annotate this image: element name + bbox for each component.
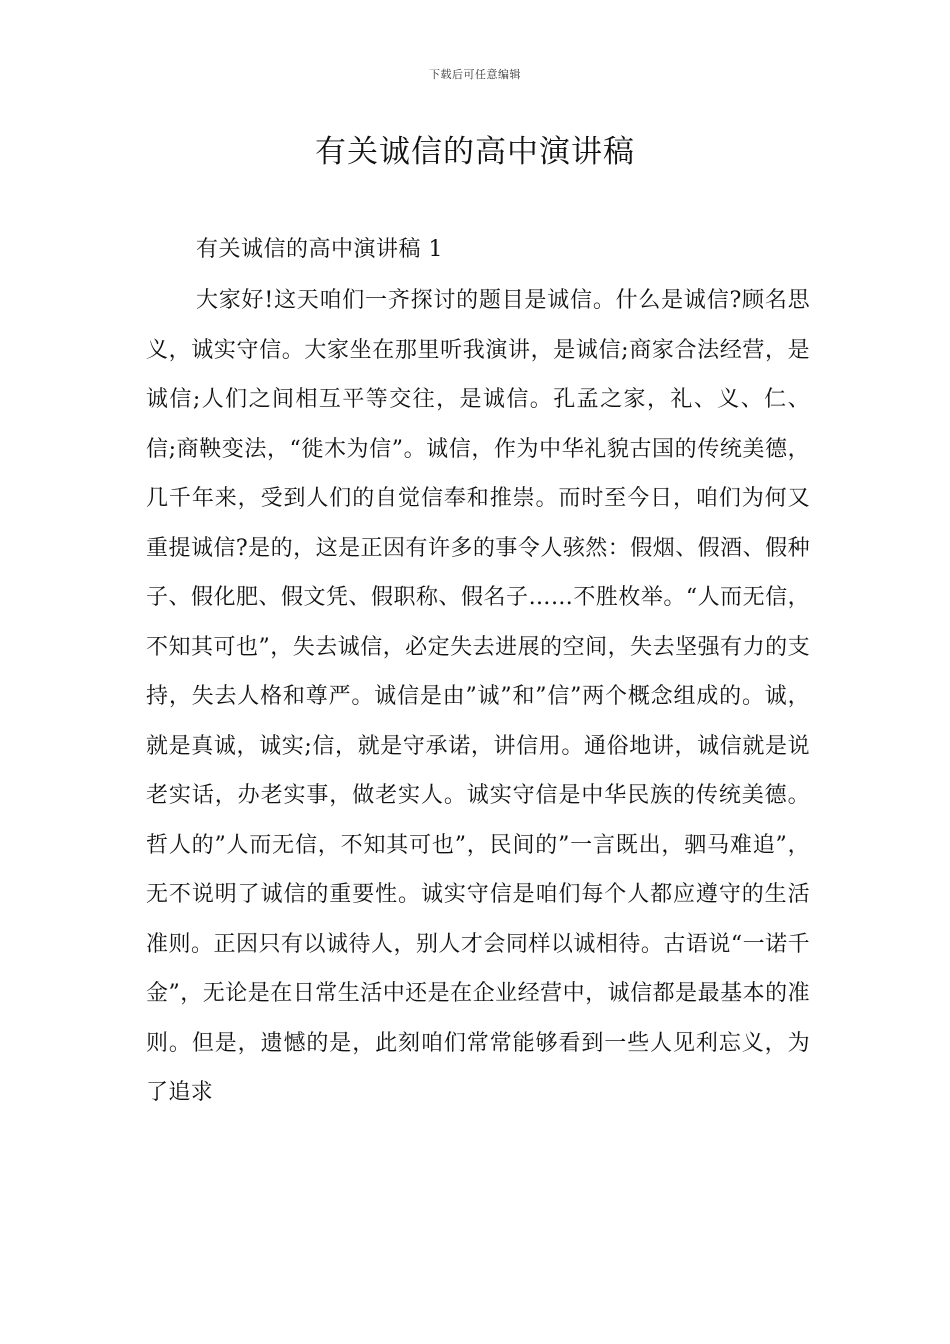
body-paragraph: 大家好!这天咱们一齐探讨的题目是诚信。什么是诚信?顾名思义，诚实守信。大家坐在那里听我演讲，是诚信;商家合法经营，是诚信;人们之间相互平等交往，是诚信。孔孟之家，礼、义、仁、信;商鞅变法，“徙木为信”。诚信，作为中华礼貌古国的传统美德，几千年来，受到人们的自觉信奉和推崇。而时至今日，咱们为何又重提诚信?是的，这是正因有许多的事令人骇然：假烟、假酒、假种子、假化肥、假文凭、假职称、假名子……不胜枚举。“人而无信，不知其可也”，失去诚信，必定失去进展的空间，失去坚强有力的支持，失去人格和尊严。诚信是由”诚”和”信”两个概念组成的。诚，就是真诚，诚实;信，就是守承诺，讲信用。通俗地讲，诚信就是说老实话，办老实事，做老实人。诚实守信是中华民族的传统美德。哲人的”人而无信，不知其可也”，民间的”一言既出，驷马难追”，无不说明了诚信的重要性。诚实守信是咱们每个人都应遵守的生活准则。正因只有以诚待人，别人才会同样以诚相待。古语说“一诺千金”，无论是在日常生活中还是在企业经营中，诚信都是最基本的准则。但是，遗憾的是，此刻咱们常常能够看到一些人见利忘义，为了追求	[146, 288, 810, 1105]
header-note: 下载后可任意编辑	[429, 68, 521, 81]
document-title: 有关诚信的高中演讲稿	[315, 134, 635, 170]
section-heading: 有关诚信的高中演讲稿 1	[196, 237, 443, 262]
